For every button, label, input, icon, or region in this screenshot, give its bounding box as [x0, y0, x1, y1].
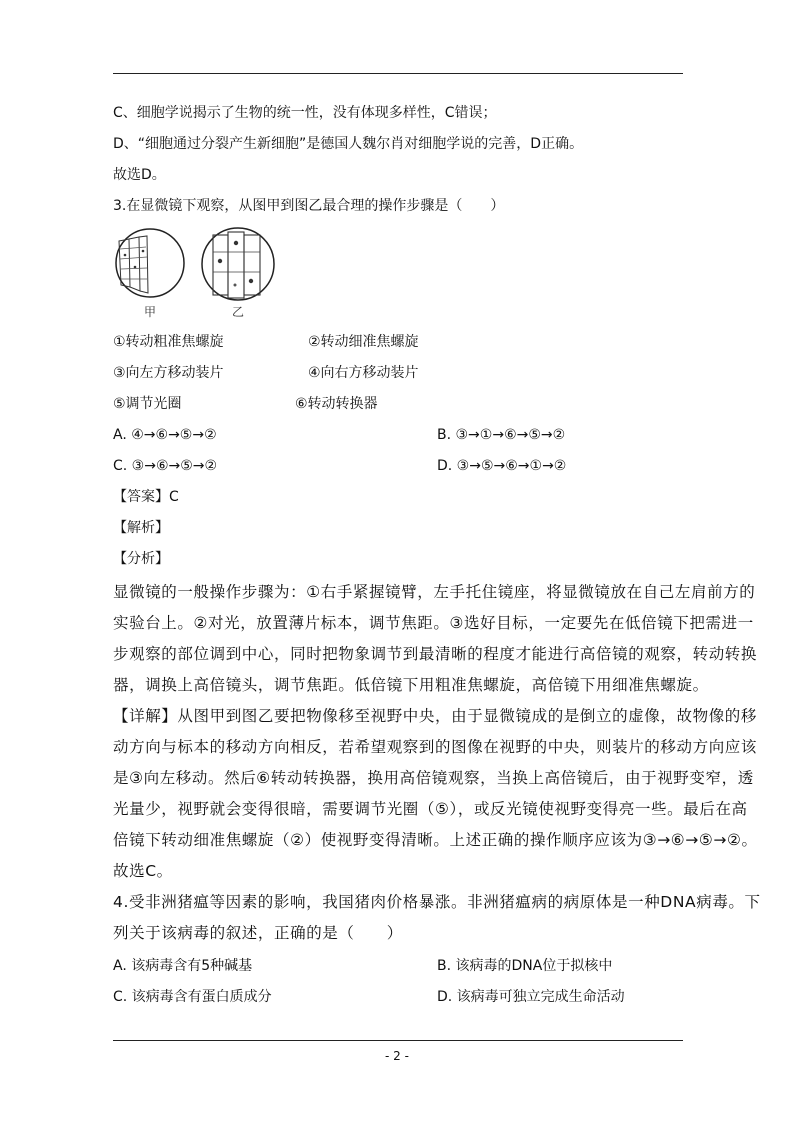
analysis-line-4: 器，调换上高倍镜头，调节焦距。低倍镜下用粗准焦螺旋，高倍镜下用细准焦螺旋。: [113, 676, 709, 694]
view-a: [116, 229, 184, 297]
figure-label-a: 甲: [143, 305, 157, 319]
choose-d: 故选D。: [113, 167, 166, 183]
detail-line-2: 动方向与标本的移动方向相反，若希望观察到的图像在视野的中央，则装片的移动方向应该: [113, 738, 758, 756]
question-4-line-1: 4.受非洲猪瘟等因素的影响，我国猪肉价格暴涨。非洲猪瘟病的病原体是一种DNA病毒。下: [113, 893, 761, 911]
step-4: ④向右方移动装片: [308, 365, 419, 381]
analysis-line-2: 实验台上。②对光，放置薄片标本，调节焦距。③选好目标，一定要先在低倍镜下把需进一: [113, 614, 754, 632]
page-number: - 2 -: [385, 1049, 409, 1063]
analysis-line-1: 显微镜的一般操作步骤为：①右手紧握镜臂，左手托住镜座，将显微镜放在自己左肩前方的: [113, 583, 756, 601]
q3-option-d: D. ③→⑤→⑥→①→②: [437, 458, 567, 474]
q4-option-c: C. 该病毒含有蛋白质成分: [113, 989, 272, 1005]
answer: 【答案】C: [113, 489, 179, 505]
figure-label-b: 乙: [231, 305, 245, 319]
choose-c: 故选C。: [113, 862, 173, 880]
option-d-explanation: D、“细胞通过分裂产生新细胞”是德国人魏尔肖对细胞学说的完善，D正确。: [113, 136, 584, 152]
step-3: ③向左方移动装片: [113, 365, 224, 381]
analysis-heading: 【解析】: [113, 520, 169, 536]
detail-line-4: 光量少，视野就会变得很暗，需要调节光圈（⑤），或反光镜使视野变得亮一些。最后在高: [113, 800, 748, 818]
footer-rule: [113, 1040, 683, 1041]
header-rule: [113, 73, 683, 74]
step-2: ②转动细准焦螺旋: [308, 334, 419, 350]
q3-option-b: B. ③→①→⑥→⑤→②: [437, 427, 566, 443]
step-6: ⑥转动转换器: [295, 396, 378, 412]
q4-option-a: A. 该病毒含有5种碱基: [113, 958, 253, 974]
microscope-figure: [113, 227, 283, 319]
step-1: ①转动粗准焦螺旋: [113, 334, 224, 350]
detail-line-5: 倍镜下转动细准焦螺旋（②）使视野变得清晰。上述正确的操作顺序应该为③→⑥→⑤→②。: [113, 831, 758, 849]
question-4-line-2: 列关于该病毒的叙述，正确的是（ ）: [113, 924, 403, 942]
fenxi-heading: 【分析】: [113, 551, 169, 567]
analysis-line-3: 步观察的部位调到中心，同时把物象调节到最清晰的程度才能进行高倍镜的观察，转动转换: [113, 645, 758, 663]
q3-option-c: C. ③→⑥→⑤→②: [113, 458, 218, 474]
q4-option-b: B. 该病毒的DNA位于拟核中: [437, 958, 613, 974]
step-5: ⑤调节光圈: [113, 396, 182, 412]
q4-option-d: D. 该病毒可独立完成生命活动: [437, 989, 625, 1005]
option-c-explanation: C、细胞学说揭示了生物的统一性，没有体现多样性，C错误；: [113, 105, 497, 121]
question-3: 3.在显微镜下观察，从图甲到图乙最合理的操作步骤是（ ）: [113, 198, 505, 214]
detail-line-1: 【详解】从图甲到图乙要把物像移至视野中央，由于显微镜成的是倒立的虚像，故物像的移: [113, 707, 758, 725]
detail-line-3: 是③向左移动。然后⑥转动转换器，换用高倍镜观察，当换上高倍镜后，由于视野变窄，透: [113, 769, 754, 787]
q3-option-a: A. ④→⑥→⑤→②: [113, 427, 217, 443]
view-b: [202, 228, 274, 300]
